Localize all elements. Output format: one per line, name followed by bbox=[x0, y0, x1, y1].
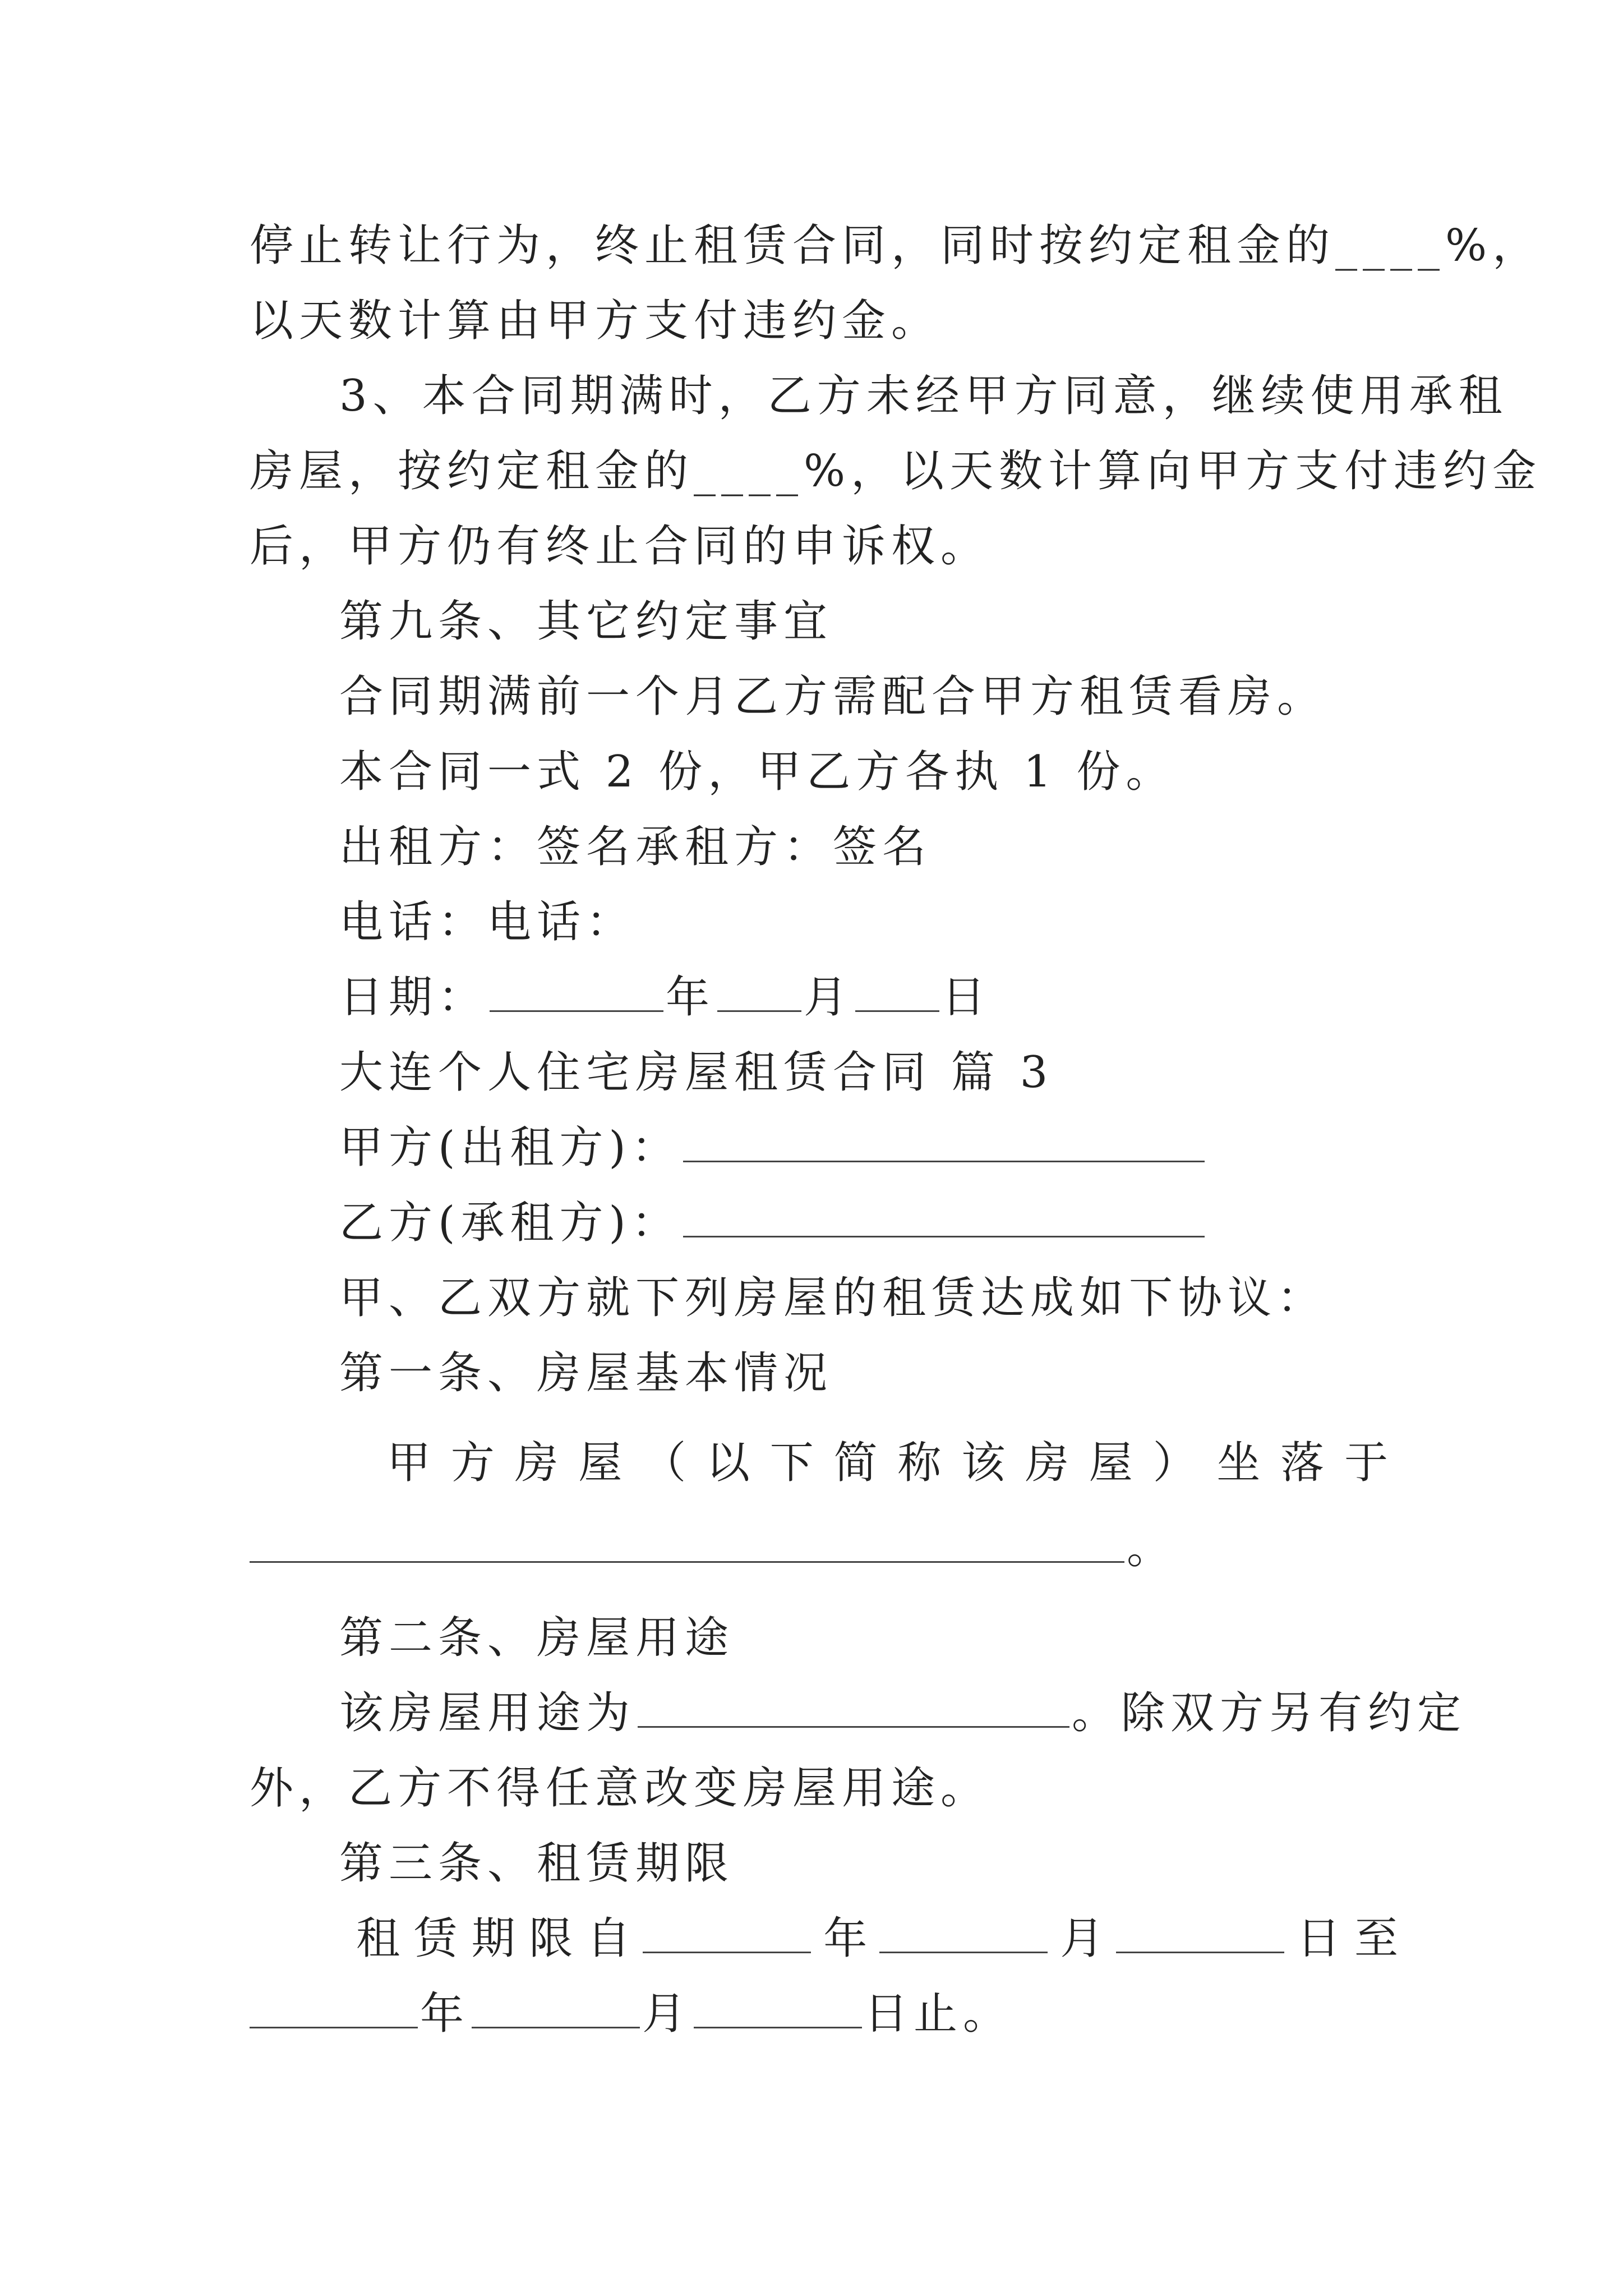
char: 落 bbox=[1280, 1438, 1325, 1488]
contract-title: 大连个人住宅房屋租赁合同 篇 3 bbox=[339, 1047, 1054, 1098]
char: 屋 bbox=[1089, 1438, 1133, 1488]
lease-term-line-2 bbox=[250, 1980, 1388, 2047]
char: 简 bbox=[833, 1438, 878, 1488]
text-line: 后，甲方仍有终止合同的申诉权。 bbox=[250, 521, 990, 572]
section-heading: 第一条、房屋基本情况 bbox=[339, 1348, 833, 1398]
phone-line: 电话：电话： bbox=[339, 897, 636, 947]
section-heading: 第三条、租赁期限 bbox=[339, 1838, 735, 1889]
section-heading: 第九条、其它约定事宜 bbox=[339, 596, 833, 647]
text-line: 房屋，按约定租金的____%，以天数计算向甲方支付违约金 bbox=[250, 446, 1542, 496]
char: 屋 bbox=[578, 1438, 623, 1488]
usage-line bbox=[339, 1680, 1467, 1747]
lease-term-label: 租 赁 期 限 自 bbox=[356, 1913, 631, 1964]
month-label: 月 bbox=[642, 1989, 692, 2039]
blank-field bbox=[250, 1520, 1124, 1563]
signature-line: 出租方：签名承租方：签名 bbox=[339, 822, 932, 872]
blank-field bbox=[879, 1910, 1048, 1953]
char: 方 bbox=[450, 1438, 495, 1488]
text-line: 本合同一式 2 份，甲乙方各执 1 份。 bbox=[339, 747, 1175, 797]
blank-field bbox=[472, 1985, 640, 2028]
address-line bbox=[250, 1515, 1388, 1582]
blank-field bbox=[717, 969, 801, 1012]
party-b-label: 乙方(承租方)： bbox=[339, 1198, 681, 1248]
party-b-line bbox=[339, 1189, 1388, 1257]
char: 下 bbox=[769, 1438, 814, 1488]
month-label: 月 bbox=[1060, 1913, 1104, 1964]
day-end-label: 日止。 bbox=[864, 1989, 1013, 2039]
day-to-label: 日 至 bbox=[1297, 1913, 1399, 1964]
period-mark: 。 bbox=[1127, 1523, 1177, 1573]
lease-term-line bbox=[356, 1905, 1399, 1972]
blank-field bbox=[638, 1685, 1069, 1728]
char: 以 bbox=[706, 1438, 750, 1488]
text-line: 外，乙方不得任意改变房屋用途。 bbox=[250, 1763, 990, 1814]
blank-field bbox=[1116, 1910, 1284, 1953]
party-a-line bbox=[339, 1114, 1388, 1181]
party-a-label: 甲方(出租方)： bbox=[339, 1122, 681, 1173]
char: 于 bbox=[1344, 1438, 1388, 1488]
char: 房 bbox=[1025, 1438, 1069, 1488]
char: 坐 bbox=[1216, 1438, 1261, 1488]
month-label: 月 bbox=[804, 972, 854, 1023]
blank-field bbox=[683, 1119, 1205, 1162]
char: 该 bbox=[961, 1438, 1006, 1488]
text-line: 停止转让行为，终止租赁合同，同时按约定租金的____%， bbox=[250, 220, 1542, 271]
justified-line bbox=[387, 1429, 1388, 1497]
year-label: 年 bbox=[823, 1913, 868, 1964]
text-line: 以天数计算由甲方支付违约金。 bbox=[250, 296, 941, 346]
char: （ bbox=[642, 1438, 686, 1488]
day-label: 日 bbox=[942, 972, 992, 1023]
text-line: 3、本合同期满时，乙方未经甲方同意，继续使用承租 bbox=[339, 371, 1508, 421]
text-line: 合同期满前一个月乙方需配合甲方租赁看房。 bbox=[339, 671, 1327, 722]
year-label: 年 bbox=[420, 1989, 470, 2039]
blank-field bbox=[250, 1985, 418, 2028]
char: 甲 bbox=[387, 1438, 431, 1488]
char: 房 bbox=[514, 1438, 559, 1488]
usage-text: 。除双方另有约定 bbox=[1072, 1688, 1467, 1738]
blank-field bbox=[855, 969, 939, 1012]
date-line bbox=[339, 964, 1388, 1031]
section-heading: 第二条、房屋用途 bbox=[339, 1613, 735, 1663]
usage-label: 该房屋用途为 bbox=[339, 1688, 636, 1738]
blank-field bbox=[643, 1910, 811, 1953]
text-line: 甲、乙双方就下列房屋的租赁达成如下协议： bbox=[339, 1273, 1327, 1323]
char: 称 bbox=[897, 1438, 942, 1488]
blank-field bbox=[683, 1194, 1205, 1237]
year-label: 年 bbox=[666, 972, 716, 1023]
date-label: 日期： bbox=[339, 972, 488, 1023]
char: ） bbox=[1152, 1438, 1197, 1488]
blank-field bbox=[490, 969, 663, 1012]
blank-field bbox=[694, 1985, 862, 2028]
